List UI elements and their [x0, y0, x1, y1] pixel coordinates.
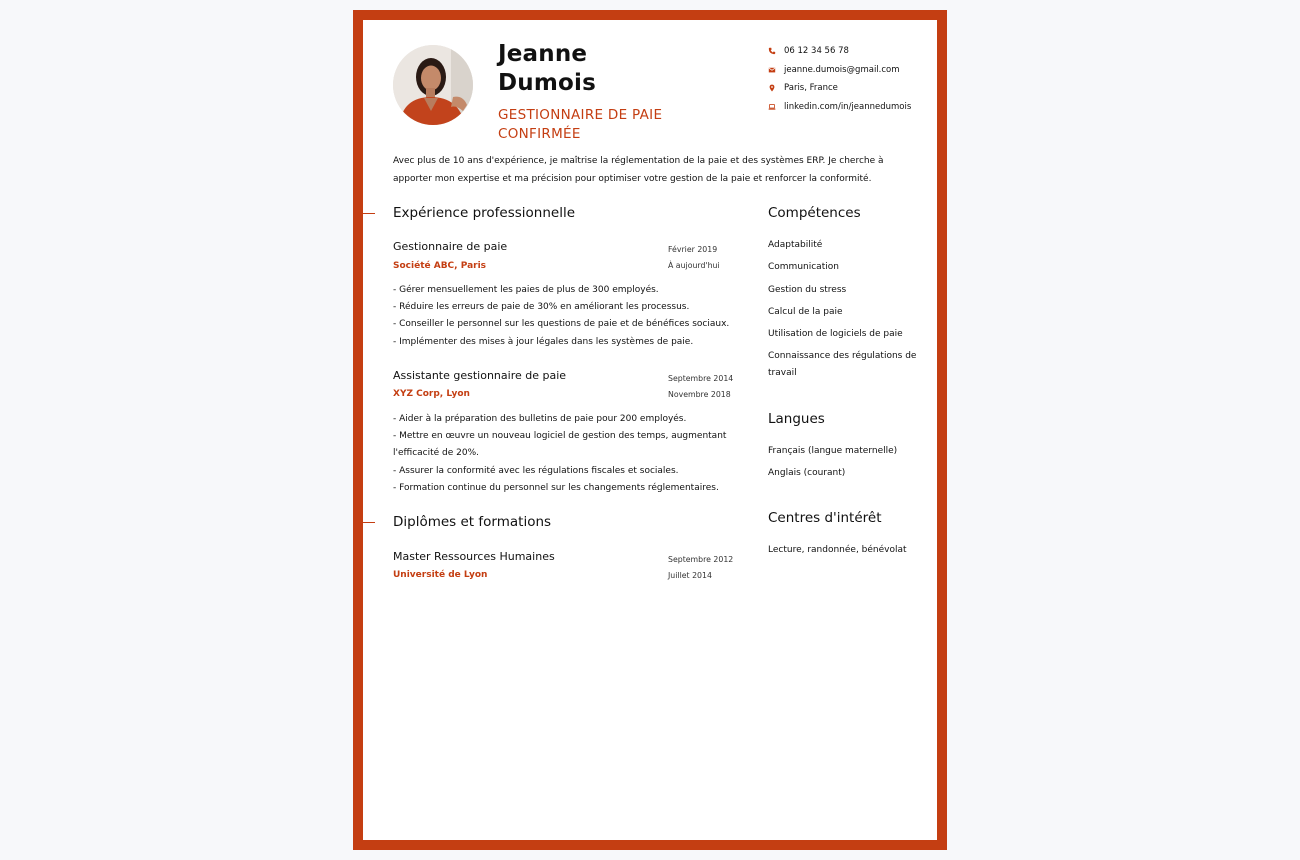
contact-list	[768, 42, 911, 116]
education-school: Université de Lyon	[393, 570, 488, 580]
contact-email-text: jeanne.dumois@gmail.com	[784, 64, 900, 75]
job-bullet: - Assurer la conformité avec les régulations fiscales et sociales.	[393, 465, 679, 476]
job-bullet: - Gérer mensuellement les paies de plus de 300 employés.	[393, 285, 659, 295]
skill-item: Calcul de la paie	[768, 306, 843, 317]
job-bullet: - Formation continue du personnel sur les changements réglementaires.	[393, 482, 719, 493]
phone-icon	[768, 47, 776, 55]
contact-linkedin-text: linkedin.com/in/jeannedumois	[784, 101, 912, 112]
skill-item: Adaptabilité	[768, 240, 823, 250]
job-bullet: - Aider à la préparation des bulletins de paie pour 200 employés.	[393, 414, 687, 424]
mail-icon	[768, 66, 776, 74]
profile-summary: Avec plus de 10 ans d'expérience, je maîtrise la réglementation de la paie et des systèmes ERP. Je cherche à apporter mon expertise et ma précision pour optimiser votre gestion de la paie et renforcer la conformité.	[393, 156, 884, 184]
job-bullet: - Réduire les erreurs de paie de 30% en améliorant les processus.	[393, 302, 690, 313]
job-bullets	[393, 411, 743, 497]
skill-item: Communication	[768, 262, 839, 273]
profile-photo	[393, 45, 473, 125]
job-dates	[668, 371, 733, 402]
job-company: Société ABC, Paris	[393, 261, 487, 271]
job-date-start: Février 2019	[668, 245, 718, 254]
section-title-languages: Langues	[768, 411, 825, 427]
profile-photo-image	[393, 45, 473, 125]
job-title: Assistante gestionnaire de paie	[393, 369, 567, 382]
education-dates	[668, 552, 733, 583]
education-title: Master Ressources Humaines	[393, 550, 555, 563]
job-date-end: Novembre 2018	[668, 389, 731, 399]
section-title-interests: Centres d'intérêt	[768, 510, 882, 526]
job-dates	[668, 242, 720, 273]
job-bullet: - Conseiller le personnel sur les questions de paie et de bénéfices sociaux.	[393, 319, 730, 330]
job-bullets	[393, 282, 743, 351]
skill-item: Utilisation de logiciels de paie	[768, 329, 903, 340]
language-item: Anglais (courant)	[768, 468, 846, 479]
language-item: Français (langue maternelle)	[768, 446, 898, 456]
job-title-line-1: GESTIONNAIRE DE PAIE	[498, 107, 663, 123]
section-title-skills: Compétences	[768, 205, 861, 221]
skills-list	[768, 237, 918, 388]
job-company: XYZ Corp, Lyon	[393, 389, 470, 399]
candidate-name	[498, 40, 596, 98]
section-title-experience: Expérience professionnelle	[393, 205, 576, 221]
education-date-start: Septembre 2012	[668, 555, 734, 564]
skill-item: Connaissance des régulations de travail	[768, 351, 917, 379]
contact-linkedin	[768, 98, 911, 117]
section-marker-education	[363, 522, 375, 523]
job-bullet: - Implémenter des mises à jour légales dans les systèmes de paie.	[393, 336, 694, 347]
interests-list	[768, 542, 918, 564]
section-marker-experience	[363, 213, 375, 214]
first-name: Jeanne	[498, 41, 588, 67]
job-title-heading	[498, 106, 662, 144]
location-pin-icon	[768, 84, 776, 92]
section-title-education: Diplômes et formations	[393, 514, 552, 530]
languages-list	[768, 443, 918, 488]
laptop-icon	[768, 103, 776, 111]
contact-location-text: Paris, France	[784, 83, 838, 94]
job-date-end: À aujourd'hui	[668, 260, 720, 270]
contact-location	[768, 79, 911, 98]
contact-phone	[768, 42, 911, 61]
interests-text: Lecture, randonnée, bénévolat	[768, 545, 907, 555]
job-date-start: Septembre 2014	[668, 374, 734, 383]
education-date-end: Juillet 2014	[668, 570, 712, 580]
job-bullet: - Mettre en œuvre un nouveau logiciel de gestion des temps, augmentant l'efficacité de 20%.	[393, 431, 727, 459]
job-title: Gestionnaire de paie	[393, 240, 508, 253]
contact-phone-text: 06 12 34 56 78	[784, 46, 849, 57]
contact-email	[768, 61, 911, 80]
last-name: Dumois	[498, 70, 597, 96]
skill-item: Gestion du stress	[768, 284, 847, 295]
job-title-line-2: CONFIRMÉE	[498, 126, 581, 142]
